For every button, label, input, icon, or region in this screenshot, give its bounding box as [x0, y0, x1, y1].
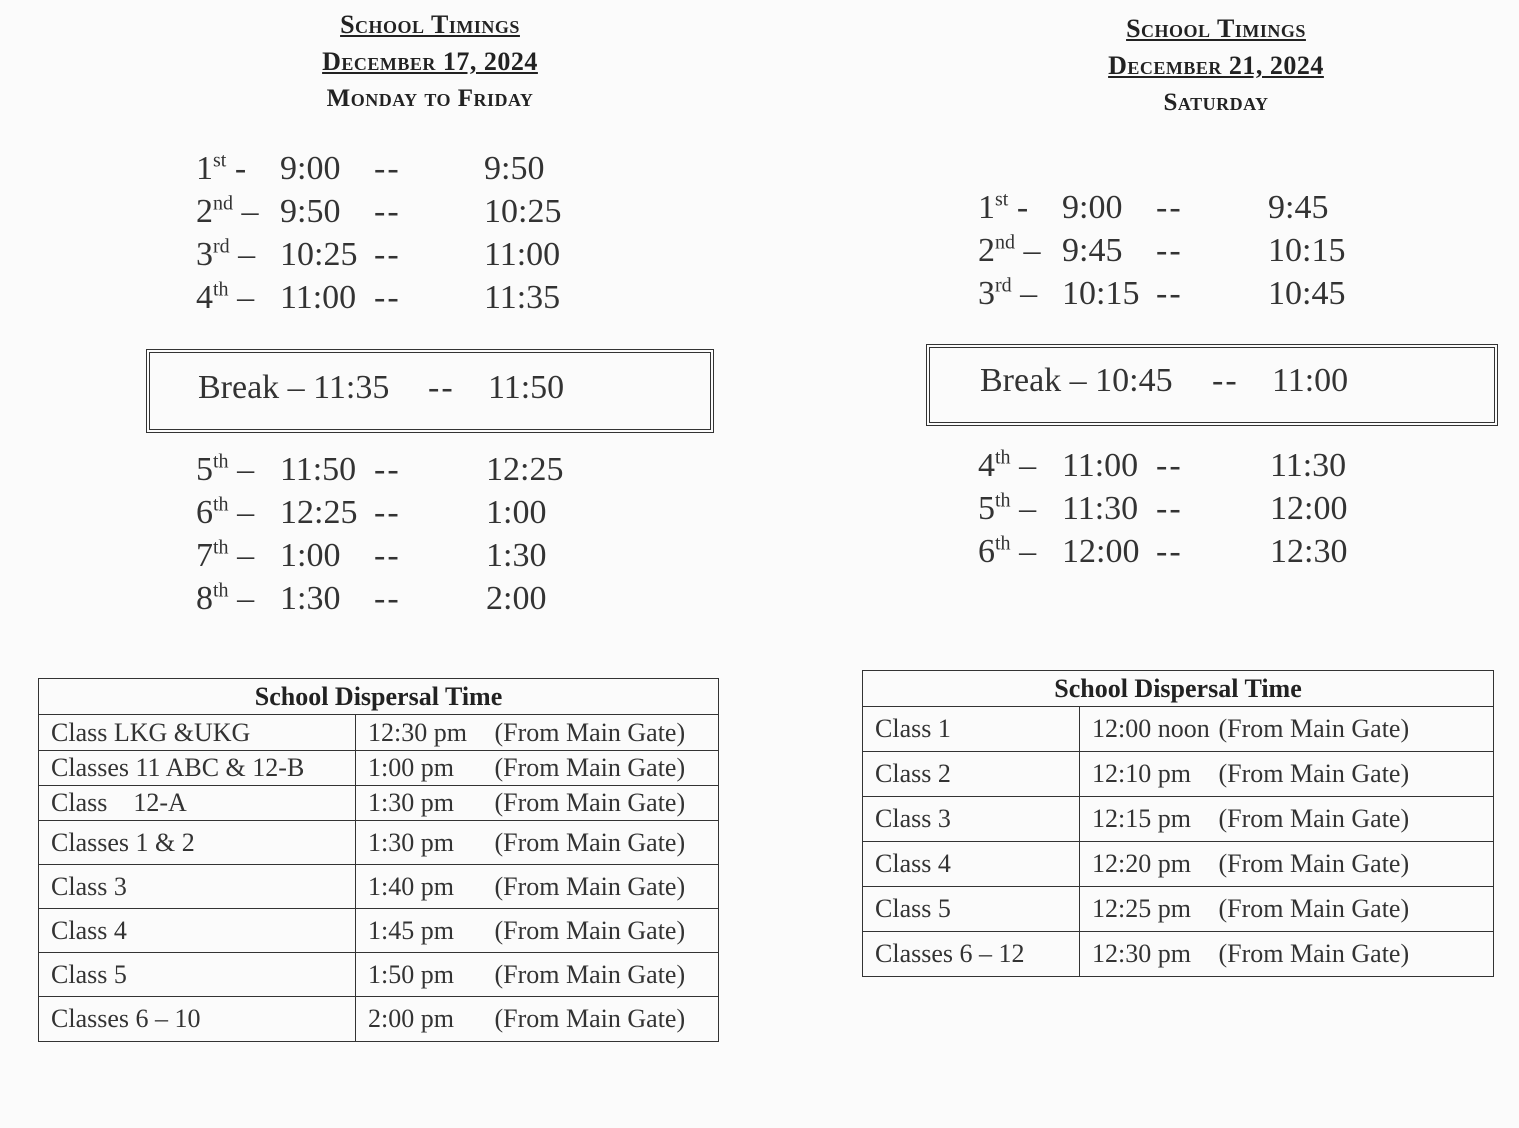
dispersal-time-cell — [356, 715, 719, 751]
period-number: 8th – — [196, 579, 255, 617]
period-row — [196, 193, 616, 236]
period-number: 1st - — [978, 188, 1029, 226]
period-dash: -- — [374, 537, 401, 574]
dispersal-gate: (From Main Gate) — [1218, 894, 1410, 923]
period-row — [978, 275, 1398, 318]
period-start: 11:50 — [280, 451, 357, 488]
period-number: 2nd – — [196, 192, 259, 230]
period-end: 9:45 — [1268, 189, 1329, 226]
dispersal-class: Class 3 — [863, 797, 1080, 842]
dispersal-time-cell — [1080, 887, 1494, 932]
period-number: 6th – — [196, 493, 255, 531]
period-dash: -- — [1156, 533, 1183, 570]
dispersal-gate: (From Main Gate) — [494, 717, 686, 747]
period-end: 12:30 — [1270, 533, 1348, 570]
dispersal-class: Classes 1 & 2 — [39, 821, 356, 865]
dispersal-row — [39, 786, 719, 821]
period-number: 3rd – — [196, 235, 256, 273]
dispersal-class: Class 5 — [863, 887, 1080, 932]
period-row — [978, 189, 1398, 232]
saturday-date: December 21, 2024 — [1108, 51, 1324, 80]
period-end: 10:15 — [1268, 232, 1346, 269]
saturday-title: School Timings — [1126, 14, 1306, 43]
period-end: 11:00 — [484, 236, 561, 273]
period-end: 9:50 — [484, 150, 545, 187]
period-start: 9:45 — [1062, 232, 1123, 269]
dispersal-title: School Dispersal Time — [863, 671, 1494, 707]
saturday-periods-before-break — [978, 189, 1398, 318]
period-start: 1:00 — [280, 537, 341, 574]
dispersal-gate: (From Main Gate) — [494, 915, 686, 945]
dispersal-gate: (From Main Gate) — [1218, 759, 1410, 788]
dispersal-class: Class 5 — [39, 953, 356, 997]
break-label: Break – 10:45 — [980, 362, 1173, 399]
dispersal-row — [39, 953, 719, 997]
dispersal-class: Class 3 — [39, 865, 356, 909]
dispersal-time-cell — [356, 786, 719, 821]
dispersal-class: Class 4 — [39, 909, 356, 953]
period-row — [196, 494, 616, 537]
dispersal-row — [39, 865, 719, 909]
period-dash: -- — [374, 494, 401, 531]
period-dash: -- — [374, 236, 401, 273]
period-dash: -- — [1156, 189, 1183, 226]
period-number: 4th – — [978, 446, 1037, 484]
period-start: 11:00 — [280, 279, 357, 316]
period-row — [196, 236, 616, 279]
period-end: 12:25 — [486, 451, 564, 488]
period-end: 10:25 — [484, 193, 562, 230]
dispersal-gate: (From Main Gate) — [494, 959, 686, 989]
period-end: 1:00 — [486, 494, 547, 531]
period-row — [196, 580, 616, 623]
dispersal-class: Classes 6 – 12 — [863, 932, 1080, 977]
period-start: 10:25 — [280, 236, 358, 273]
dispersal-row — [39, 821, 719, 865]
dispersal-class: Class LKG &UKG — [39, 715, 356, 751]
dispersal-row — [39, 909, 719, 953]
period-dash: -- — [1156, 275, 1183, 312]
weekday-periods-before-break — [196, 150, 616, 322]
break-dash: -- — [428, 369, 455, 406]
dispersal-row — [39, 997, 719, 1042]
dispersal-time: 12:20 pm — [1092, 849, 1191, 878]
period-row — [196, 451, 616, 494]
period-start: 12:00 — [1062, 533, 1140, 570]
period-row — [196, 150, 616, 193]
period-number: 5th – — [196, 450, 255, 488]
dispersal-time: 12:10 pm — [1092, 759, 1191, 788]
dispersal-class: Class 2 — [863, 752, 1080, 797]
dispersal-row — [863, 842, 1494, 887]
period-end: 2:00 — [486, 580, 547, 617]
dispersal-time-cell — [356, 997, 719, 1042]
period-number: 7th – — [196, 536, 255, 574]
weekday-heading — [220, 6, 640, 117]
dispersal-gate: (From Main Gate) — [1218, 939, 1410, 968]
period-end: 1:30 — [486, 537, 547, 574]
dispersal-time: 12:25 pm — [1092, 894, 1191, 923]
weekday-break-box — [146, 349, 714, 433]
dispersal-time-cell — [356, 953, 719, 997]
period-end: 10:45 — [1268, 275, 1346, 312]
weekday-dispersal-table — [38, 678, 719, 1042]
dispersal-time: 1:00 pm — [368, 753, 454, 782]
break-end: 11:00 — [1272, 362, 1349, 399]
dispersal-title: School Dispersal Time — [39, 679, 719, 715]
saturday-days: Saturday — [1163, 89, 1269, 116]
period-number: 4th – — [196, 278, 255, 316]
weekday-title: School Timings — [340, 10, 520, 39]
break-end: 11:50 — [488, 369, 565, 406]
period-number: 3rd – — [978, 274, 1038, 312]
dispersal-class: Class 12-A — [39, 786, 356, 821]
dispersal-time-cell — [356, 909, 719, 953]
dispersal-time-cell — [1080, 752, 1494, 797]
saturday-periods-after-break — [978, 447, 1398, 576]
period-number: 6th – — [978, 532, 1037, 570]
dispersal-row — [863, 887, 1494, 932]
dispersal-class: Class 1 — [863, 707, 1080, 752]
dispersal-time: 12:00 noon — [1092, 714, 1210, 743]
period-dash: -- — [374, 451, 401, 488]
dispersal-time: 12:30 pm — [368, 717, 467, 747]
period-dash: -- — [1156, 447, 1183, 484]
period-end: 12:00 — [1270, 490, 1348, 527]
dispersal-time: 12:15 pm — [1092, 804, 1191, 833]
dispersal-gate: (From Main Gate) — [494, 788, 686, 817]
period-end: 11:30 — [1270, 447, 1347, 484]
dispersal-time: 1:45 pm — [368, 915, 454, 945]
dispersal-gate: (From Main Gate) — [1218, 714, 1410, 743]
dispersal-time-cell — [1080, 707, 1494, 752]
break-dash: -- — [1212, 362, 1239, 399]
period-dash: -- — [374, 580, 401, 617]
period-start: 9:00 — [280, 150, 341, 187]
dispersal-time: 12:30 pm — [1092, 939, 1191, 968]
dispersal-time: 1:50 pm — [368, 959, 454, 989]
dispersal-time-cell — [1080, 932, 1494, 977]
dispersal-gate: (From Main Gate) — [1218, 804, 1410, 833]
period-dash: -- — [1156, 490, 1183, 527]
period-number: 2nd – — [978, 231, 1041, 269]
period-row — [978, 490, 1398, 533]
weekday-periods-after-break — [196, 451, 616, 623]
period-dash: -- — [374, 279, 401, 316]
period-end: 11:35 — [484, 279, 561, 316]
dispersal-time-cell — [1080, 797, 1494, 842]
dispersal-time: 1:30 pm — [368, 827, 454, 857]
dispersal-time-cell — [1080, 842, 1494, 887]
dispersal-time: 1:30 pm — [368, 788, 454, 817]
dispersal-gate: (From Main Gate) — [494, 753, 686, 782]
dispersal-row — [39, 715, 719, 751]
dispersal-class: Class 4 — [863, 842, 1080, 887]
dispersal-gate: (From Main Gate) — [494, 827, 686, 857]
weekday-days: Monday to Friday — [326, 85, 534, 112]
period-row — [196, 537, 616, 580]
dispersal-gate: (From Main Gate) — [494, 871, 686, 901]
period-dash: -- — [374, 150, 401, 187]
dispersal-time: 2:00 pm — [368, 1004, 454, 1033]
period-number: 1st - — [196, 149, 247, 187]
period-start: 12:25 — [280, 494, 358, 531]
period-row — [978, 232, 1398, 275]
period-number: 5th – — [978, 489, 1037, 527]
dispersal-class: Classes 6 – 10 — [39, 997, 356, 1042]
period-start: 9:50 — [280, 193, 341, 230]
dispersal-gate: (From Main Gate) — [494, 1004, 686, 1033]
dispersal-time-cell — [356, 865, 719, 909]
dispersal-time: 1:40 pm — [368, 871, 454, 901]
dispersal-row — [863, 932, 1494, 977]
dispersal-row — [863, 752, 1494, 797]
dispersal-row — [863, 707, 1494, 752]
dispersal-row — [863, 797, 1494, 842]
dispersal-class: Classes 11 ABC & 12-B — [39, 751, 356, 786]
saturday-heading — [1006, 10, 1426, 121]
period-dash: -- — [374, 193, 401, 230]
period-start: 1:30 — [280, 580, 341, 617]
period-row — [196, 279, 616, 322]
break-label: Break – 11:35 — [198, 369, 390, 406]
saturday-dispersal-table — [862, 670, 1494, 977]
dispersal-time-cell — [356, 821, 719, 865]
weekday-date: December 17, 2024 — [322, 47, 538, 76]
period-dash: -- — [1156, 232, 1183, 269]
dispersal-gate: (From Main Gate) — [1218, 849, 1410, 878]
period-row — [978, 533, 1398, 576]
period-start: 10:15 — [1062, 275, 1140, 312]
saturday-break-box — [926, 344, 1498, 426]
dispersal-row — [39, 751, 719, 786]
period-start: 11:00 — [1062, 447, 1139, 484]
dispersal-time-cell — [356, 751, 719, 786]
period-start: 9:00 — [1062, 189, 1123, 226]
period-start: 11:30 — [1062, 490, 1139, 527]
period-row — [978, 447, 1398, 490]
